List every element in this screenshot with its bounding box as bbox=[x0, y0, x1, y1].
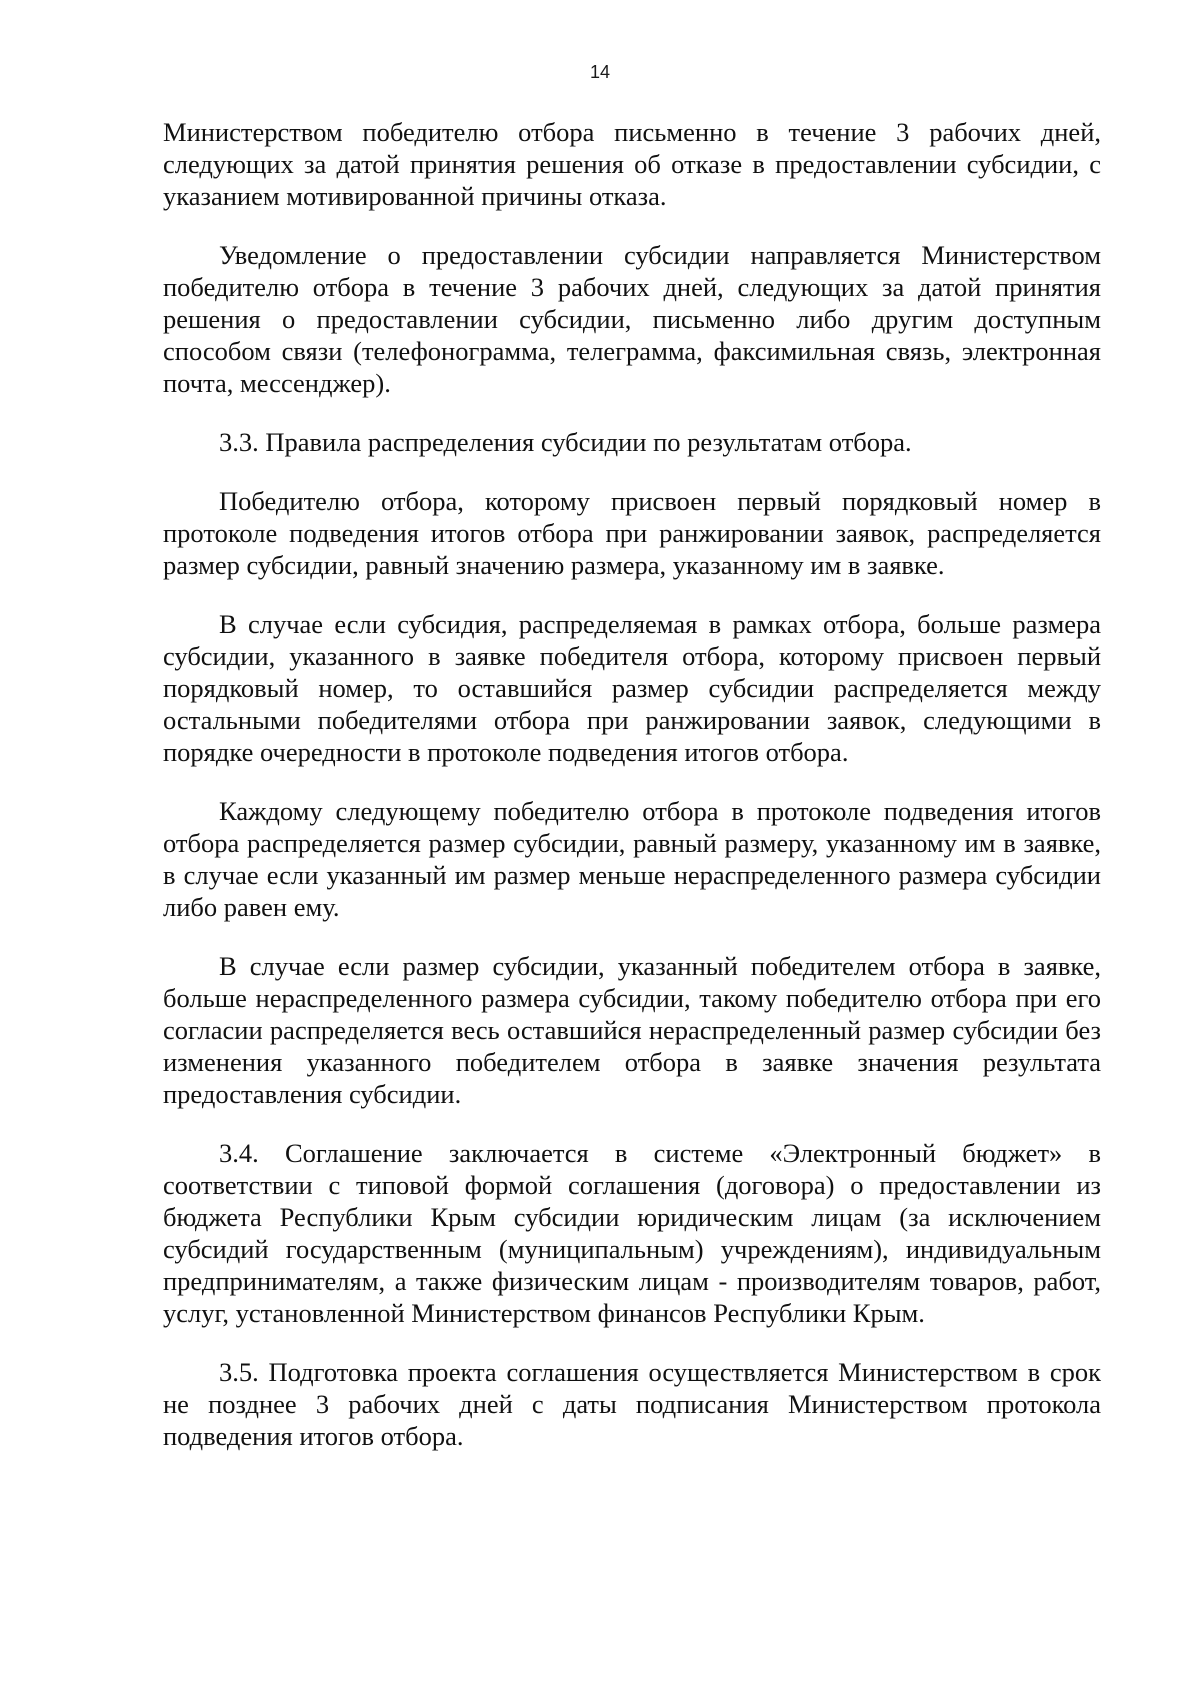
document-body bbox=[163, 116, 1101, 1479]
paragraph-remaining-distribution: В случае если субсидия, распределяемая в рамках отбора, больше размера субсидии, указанного в заявке победителя отбора, которому присвоен первый порядковый номер, то оставшийся размер субсидии распределяется между остальными победителями отбора при ранжировании заявок, следующими в порядке очередности в протоколе подведения итогов отбора. bbox=[163, 609, 1101, 767]
section-3-3-heading: 3.3. Правила распределения субсидии по результатам отбора. bbox=[219, 427, 912, 457]
paragraph-exceeding-amount: В случае если размер субсидии, указанный победителем отбора в заявке, больше нераспределенного размера субсидии, такому победителю отбора при его согласии распределяется весь оставшийся нераспределенный размер субсидии без изменения указанного победителем отбора в заявке значения результата предоставления субсидии. bbox=[163, 951, 1101, 1109]
page-number: 14 bbox=[589, 62, 611, 82]
paragraph-grant-notification: Уведомление о предоставлении субсидии направляется Министерством победителю отбора в течение 3 рабочих дней, следующих за датой принятия решения о предоставлении субсидии, письменно либо другим доступным способом связи (телефонограмма, телеграмма, факсимильная связь, электронная почта, мессенджер). bbox=[163, 240, 1101, 398]
section-3-4-agreement: 3.4. Соглашение заключается в системе «Электронный бюджет» в соответствии с типовой формой соглашения (договора) о предоставлении из бюджета Республики Крым субсидии юридическим лицам (за исключением субсидий государственным (муниципальным) учреждениям), индивидуальным предпринимателям, а также физическим лицам - производителям товаров, работ, услуг, установленной Министерством финансов Республики Крым. bbox=[163, 1138, 1101, 1328]
paragraph-next-winner: Каждому следующему победителю отбора в протоколе подведения итогов отбора распределяется размер субсидии, равный размеру, указанному им в заявке, в случае если указанный им размер меньше нераспределенного размера субсидии либо равен ему. bbox=[163, 796, 1101, 922]
section-3-5-draft-agreement: 3.5. Подготовка проекта соглашения осуществляется Министерством в срок не позднее 3 рабочих дней с даты подписания Министерством протокола подведения итогов отбора. bbox=[163, 1357, 1101, 1451]
paragraph-first-winner: Победителю отбора, которому присвоен первый порядковый номер в протоколе подведения итогов отбора при ранжировании заявок, распределяется размер субсидии, равный значению размера, указанному им в заявке. bbox=[163, 486, 1101, 580]
paragraph-refusal-notice-continued: Министерством победителю отбора письменно в течение 3 рабочих дней, следующих за датой принятия решения об отказе в предоставлении субсидии, с указанием мотивированной причины отказа. bbox=[163, 117, 1101, 211]
